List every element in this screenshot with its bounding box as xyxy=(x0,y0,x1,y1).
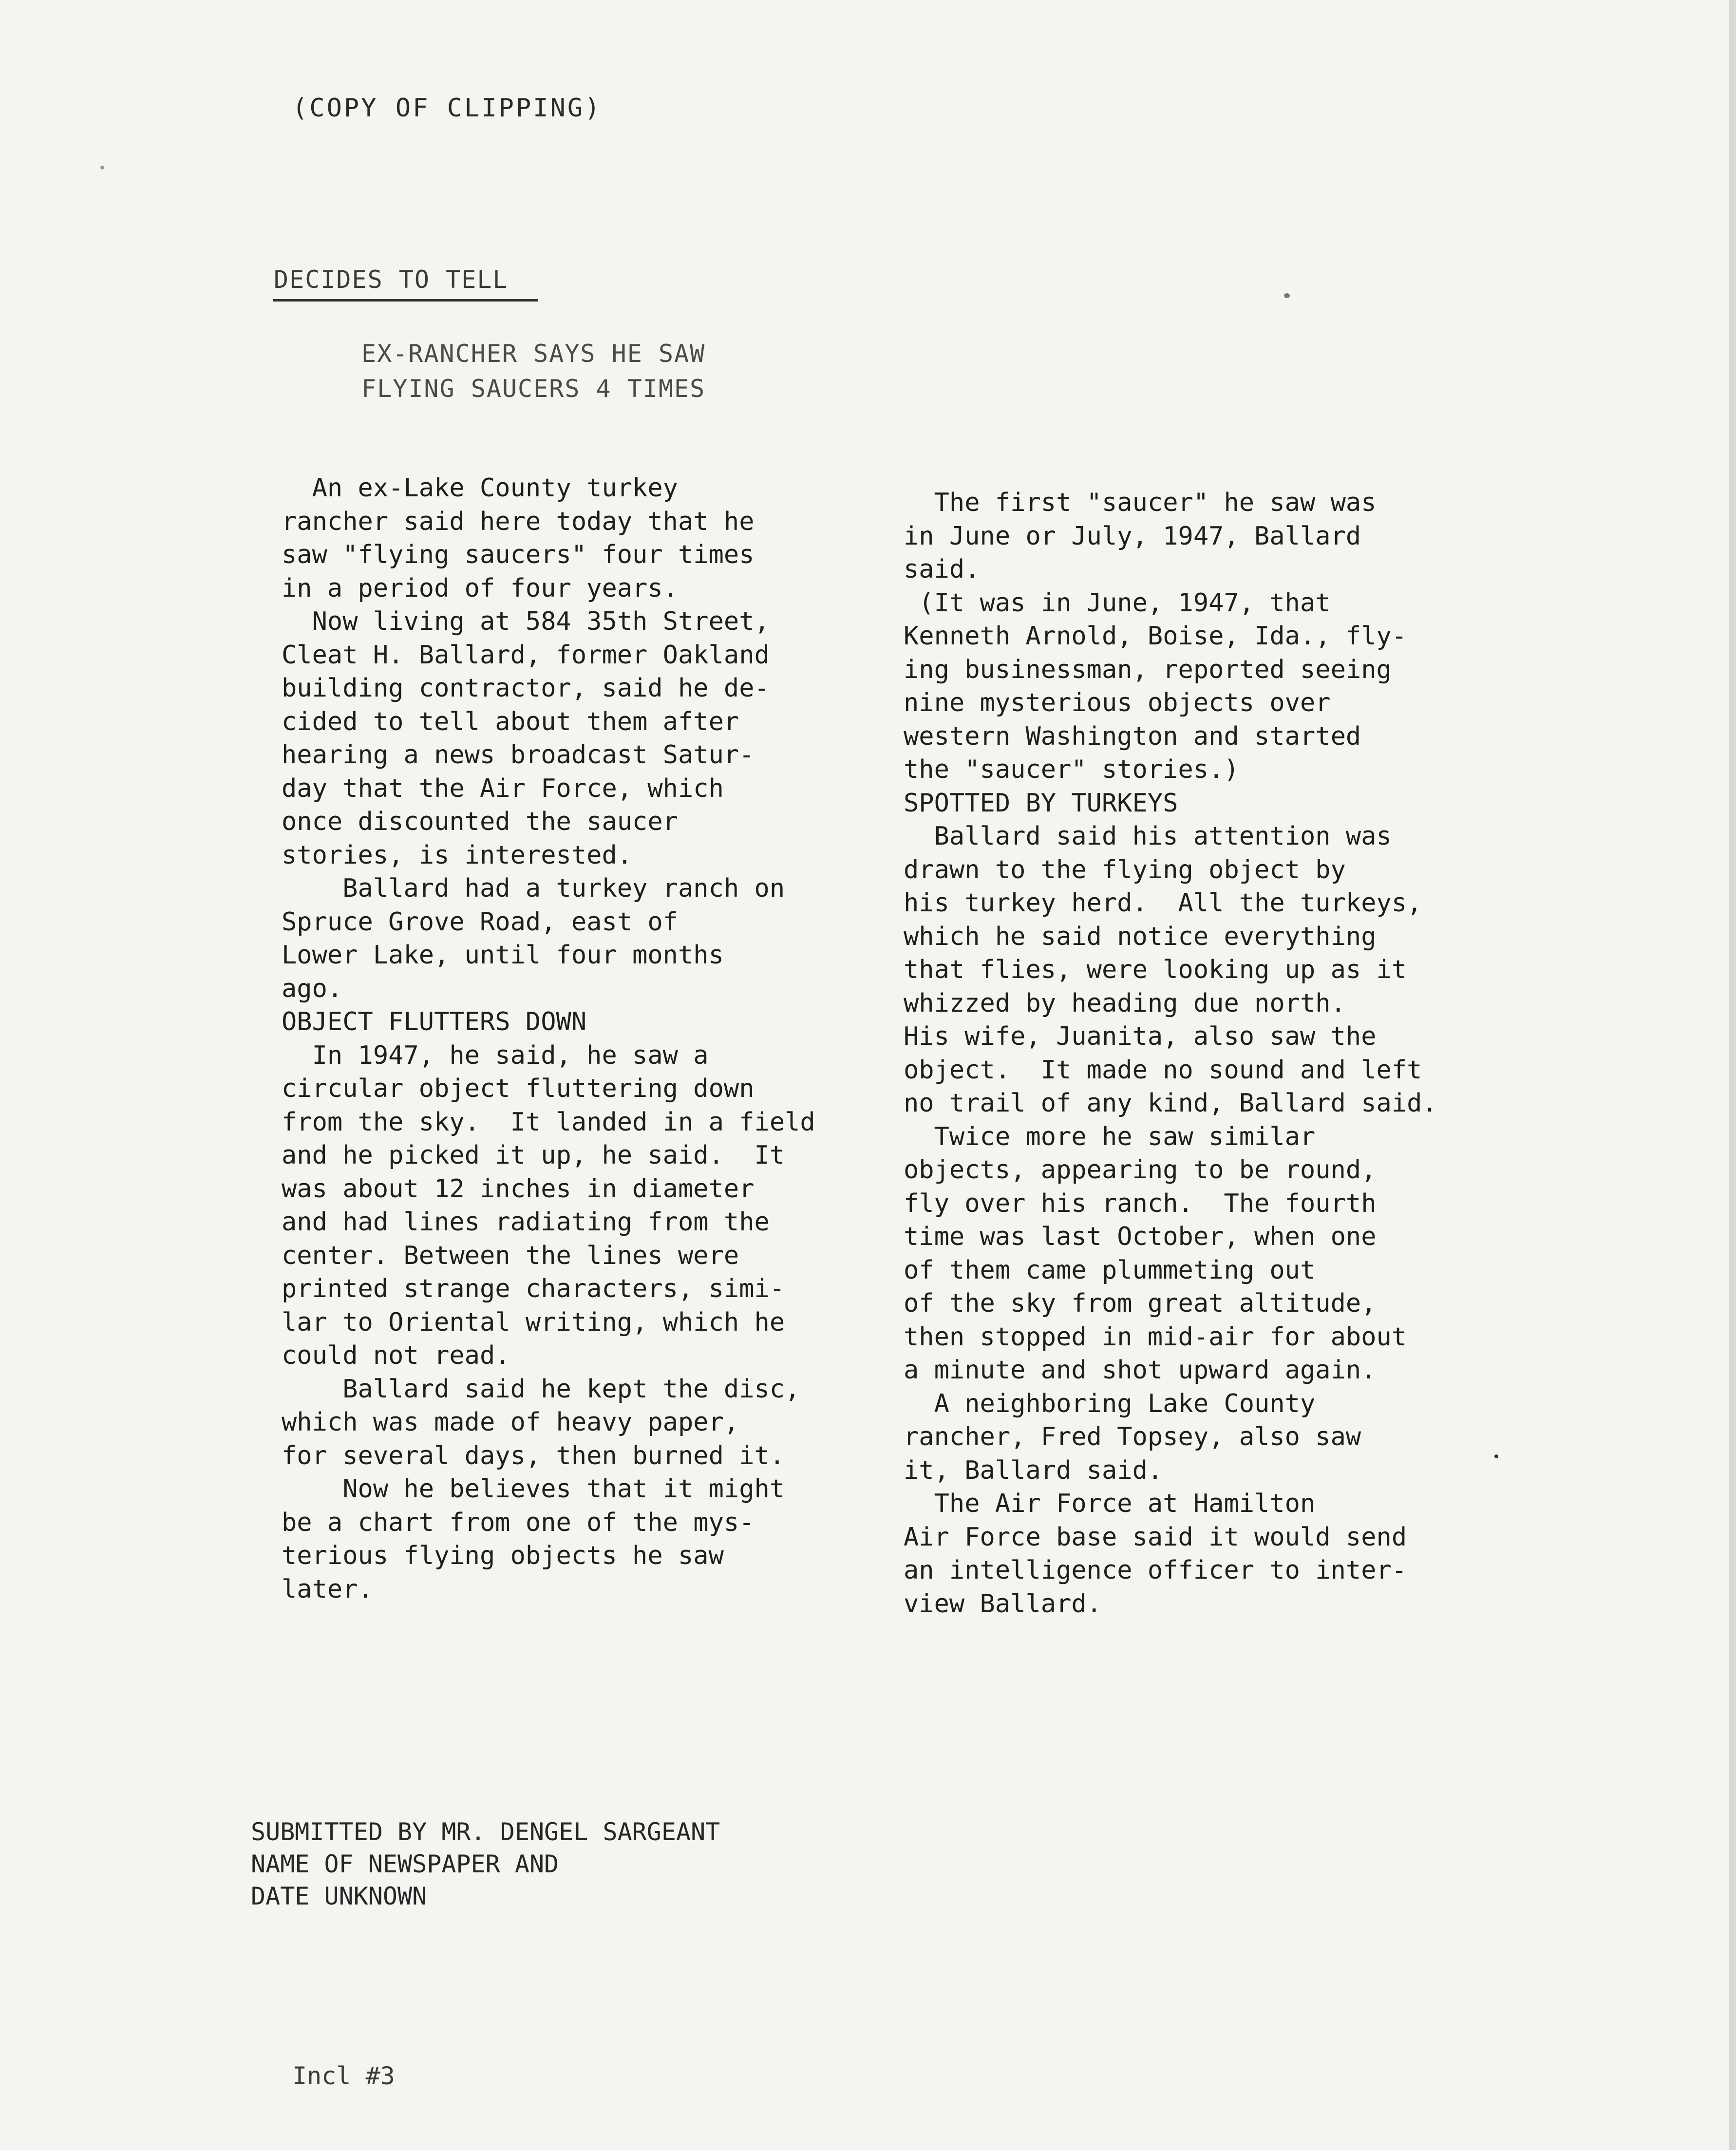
article-line: the "saucer" stories.) xyxy=(904,755,1239,784)
article-line: objects, appearing to be round, xyxy=(904,1155,1377,1185)
article-line: it, Ballard said. xyxy=(904,1455,1163,1485)
article-line: Kenneth Arnold, Boise, Ida., fly- xyxy=(904,622,1407,651)
article-line: Spruce Grove Road, east of xyxy=(282,907,678,937)
article-line: drawn to the flying object by xyxy=(904,855,1346,885)
article-line: of them came plummeting out xyxy=(904,1255,1316,1285)
article-line: circular object fluttering down xyxy=(282,1074,755,1103)
submission-line: NAME OF NEWSPAPER AND xyxy=(251,1850,559,1878)
article-line: An ex-Lake County turkey xyxy=(282,473,678,503)
subhead-line: FLYING SAUCERS 4 TIMES xyxy=(361,375,706,403)
article-line: and he picked it up, he said. It xyxy=(282,1141,785,1170)
article-left-column xyxy=(282,471,815,1606)
article-line: which was made of heavy paper, xyxy=(282,1408,739,1437)
article-line: could not read. xyxy=(282,1341,510,1370)
article-line: an intelligence officer to inter- xyxy=(904,1556,1407,1585)
article-line: A neighboring Lake County xyxy=(904,1389,1316,1418)
article-line: building contractor, said he de- xyxy=(282,674,770,703)
paper-speck xyxy=(1284,293,1290,298)
article-line: Now living at 584 35th Street, xyxy=(282,607,770,636)
enclosure-label: Incl #3 xyxy=(292,2062,395,2090)
page-edge xyxy=(1729,0,1736,2150)
article-line: rancher, Fred Topsey, also saw xyxy=(904,1422,1361,1452)
article-line: view Ballard. xyxy=(904,1589,1102,1619)
article-line: whizzed by heading due north. xyxy=(904,988,1346,1018)
copy-of-clipping-label: (COPY OF CLIPPING) xyxy=(292,94,602,123)
article-line: which he said notice everything xyxy=(904,922,1377,951)
submission-line: SUBMITTED BY MR. DENGEL SARGEANT xyxy=(251,1818,720,1846)
article-line: that flies, were looking up as it xyxy=(904,955,1407,984)
article-line: his turkey herd. All the turkeys, xyxy=(904,888,1422,918)
article-line: said. xyxy=(904,555,980,584)
article-right-column xyxy=(904,486,1437,1621)
article-line: be a chart from one of the mys- xyxy=(282,1508,755,1537)
article-line: Cleat H. Ballard, former Oakland xyxy=(282,640,770,670)
article-line: OBJECT FLUTTERS DOWN xyxy=(282,1007,587,1037)
article-line: western Washington and started xyxy=(904,721,1361,751)
article-line: no trail of any kind, Ballard said. xyxy=(904,1089,1437,1118)
article-line: Ballard said he kept the disc, xyxy=(282,1374,800,1404)
article-line: object. It made no sound and left xyxy=(904,1055,1422,1085)
article-line: The Air Force at Hamilton xyxy=(904,1489,1316,1518)
article-line: saw "flying saucers" four times xyxy=(282,540,755,569)
headline-underline xyxy=(273,299,538,302)
article-line: ago. xyxy=(282,974,343,1003)
article-line: In 1947, he said, he saw a xyxy=(282,1040,709,1070)
article-line: cided to tell about them after xyxy=(282,707,739,736)
article-line: day that the Air Force, which xyxy=(282,773,724,803)
article-line: from the sky. It landed in a field xyxy=(282,1107,815,1137)
article-line: Ballard said his attention was xyxy=(904,822,1392,851)
article-line: later. xyxy=(282,1574,373,1604)
article-line: terious flying objects he saw xyxy=(282,1541,724,1570)
article-line: for several days, then burned it. xyxy=(282,1441,785,1471)
article-line: rancher said here today that he xyxy=(282,507,755,536)
article-line: Twice more he saw similar xyxy=(904,1122,1316,1151)
article-line: time was last October, when one xyxy=(904,1222,1377,1251)
article-line: Air Force base said it would send xyxy=(904,1522,1407,1552)
article-line: stories, is interested. xyxy=(282,840,633,870)
article-line: hearing a news broadcast Satur- xyxy=(282,740,755,770)
article-line: printed strange characters, simi- xyxy=(282,1274,785,1303)
article-line: (It was in June, 1947, that xyxy=(904,588,1331,618)
article-line: in a period of four years. xyxy=(282,573,678,603)
article-line: then stopped in mid-air for about xyxy=(904,1322,1407,1352)
article-line: The first "saucer" he saw was xyxy=(904,488,1377,517)
article-line: lar to Oriental writing, which he xyxy=(282,1307,785,1337)
article-line: of the sky from great altitude, xyxy=(904,1289,1377,1318)
paper-speck xyxy=(100,166,104,170)
article-line: nine mysterious objects over xyxy=(904,688,1331,717)
subhead-line: EX-RANCHER SAYS HE SAW xyxy=(361,339,706,368)
article-line: Now he believes that it might xyxy=(282,1474,785,1504)
article-line: and had lines radiating from the xyxy=(282,1207,770,1237)
article-line: fly over his ranch. The fourth xyxy=(904,1188,1377,1218)
paper-speck xyxy=(1494,1454,1498,1458)
article-line: a minute and shot upward again. xyxy=(904,1356,1377,1385)
article-line: ing businessman, reported seeing xyxy=(904,655,1392,684)
article-line: in June or July, 1947, Ballard xyxy=(904,521,1361,551)
headline-subhead xyxy=(361,336,705,406)
submission-note xyxy=(251,1816,720,1912)
headline-kicker: DECIDES TO TELL xyxy=(274,265,509,294)
article-line: once discounted the saucer xyxy=(282,807,678,836)
article-line: Ballard had a turkey ranch on xyxy=(282,874,785,903)
article-line: center. Between the lines were xyxy=(282,1241,739,1270)
article-line: His wife, Juanita, also saw the xyxy=(904,1022,1377,1051)
article-line: Lower Lake, until four months xyxy=(282,941,724,970)
article-line: was about 12 inches in diameter xyxy=(282,1174,755,1204)
article-line: SPOTTED BY TURKEYS xyxy=(904,788,1178,818)
submission-line: DATE UNKNOWN xyxy=(251,1882,427,1910)
